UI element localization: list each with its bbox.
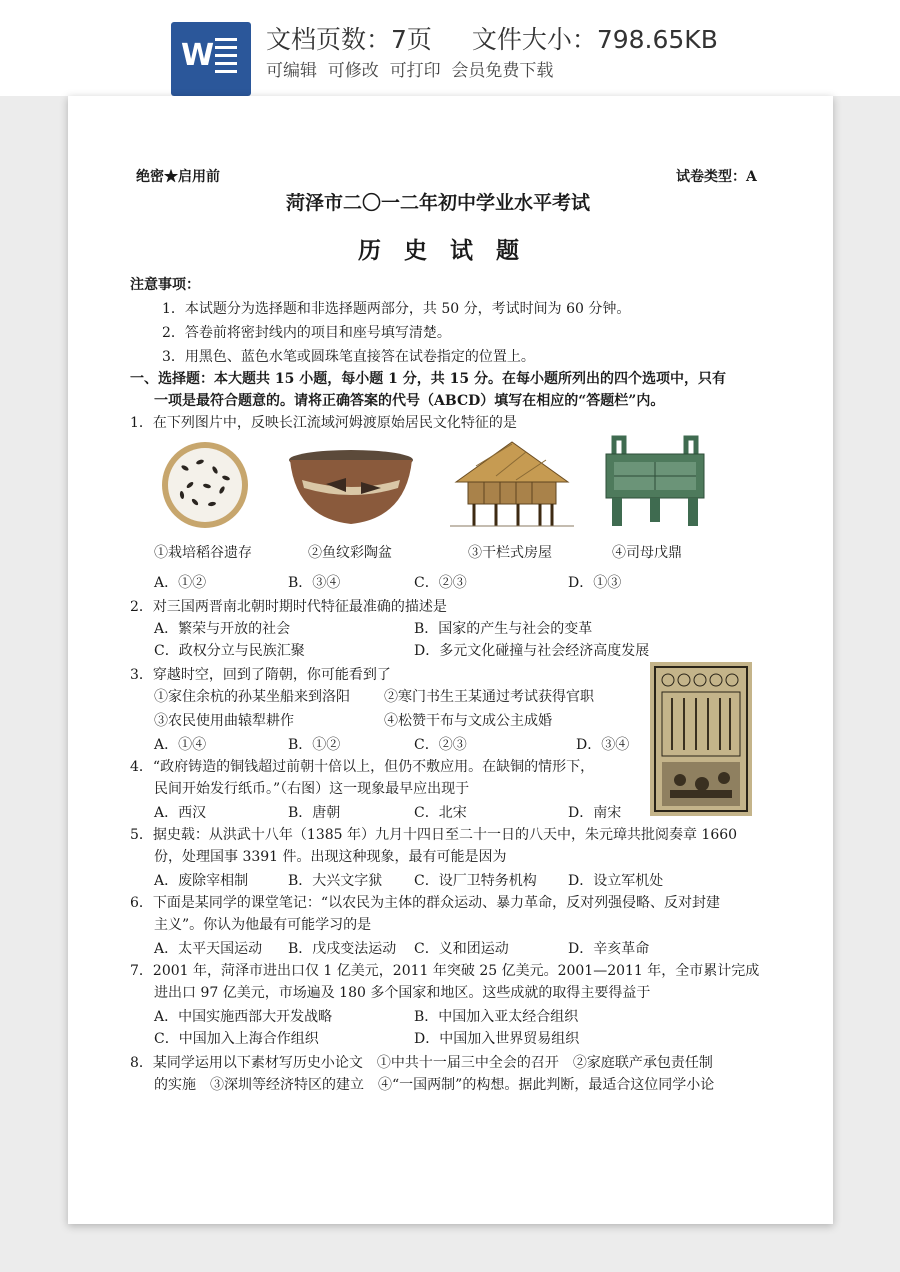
- notice-item: 2．答卷前将密封线内的项目和座号填写清楚。: [162, 325, 451, 341]
- option-a: A．①④: [154, 737, 207, 753]
- question-1-stem: 1．在下列图片中，反映长江流域河姆渡原始居民文化特征的是: [130, 415, 517, 431]
- option-b: B．戊戌变法运动: [288, 941, 397, 957]
- question-4-line1: 4．“政府铸造的铜钱超过前朝十倍以上，但仍不敷应用。在缺铜的情形下，: [130, 759, 595, 775]
- option-d: D．多元文化碰撞与社会经济高度发展: [414, 643, 650, 659]
- figure-caption-3: ③干栏式房屋: [468, 545, 552, 561]
- question-5-line2: 份，处理国事 3391 件。出现这种现象，最有可能是因为: [154, 849, 507, 865]
- option-c: C．②③: [414, 575, 467, 591]
- question-7-line1: 7．2001 年，菏泽市进出口仅 1 亿美元，2011 年突破 25 亿美元。2001—2011 年，全市累计完成: [130, 963, 760, 979]
- download-banner: [0, 0, 900, 96]
- option-d: D．设立军机处: [568, 873, 664, 889]
- notice-heading: 注意事项：: [130, 277, 200, 293]
- question-7-line2: 进出口 97 亿美元，市场遍及 180 多个国家和地区。这些成就的取得主要得益于: [154, 985, 651, 1001]
- option-c: C．②③: [414, 737, 467, 753]
- section-instruction-cont: 一项是最符合题意的。请将正确答案的代号（ABCD）填写在相应的“答题栏”内。: [154, 393, 665, 409]
- rice-grains-image: [160, 440, 250, 530]
- word-document-icon: W: [171, 22, 251, 96]
- option-d: D．辛亥革命: [568, 941, 650, 957]
- stilt-house-image: [446, 436, 578, 530]
- question-6-line1: 6．下面是某同学的课堂笔记：“以农民为主体的群众运动、暴力革命，反对列强侵略、反对封建: [130, 895, 721, 911]
- paper-money-image: [650, 662, 752, 816]
- secret-label: 绝密★启用前: [136, 169, 220, 185]
- figure-caption-2: ②鱼纹彩陶盆: [308, 545, 392, 561]
- option-a: A．西汉: [154, 805, 207, 821]
- notice-item: 1．本试题分为选择题和非选择题两部分，共 50 分，考试时间为 60 分钟。: [162, 301, 631, 317]
- option-a: A．繁荣与开放的社会: [154, 621, 291, 637]
- bronze-ding-image: [600, 434, 710, 530]
- option-b: B．①②: [288, 737, 341, 753]
- figure-caption-4: ④司母戊鼎: [612, 545, 682, 561]
- file-size: 文件大小：798.65KB: [471, 25, 718, 54]
- option-a: A．废除宰相制: [154, 873, 249, 889]
- statement-2: ②寒门书生王某通过考试获得官职: [384, 689, 594, 705]
- paper-type: 试卷类型：A: [676, 169, 757, 185]
- question-5-line1: 5．据史载：从洪武十八年（1385 年）九月十四日至二十一日的八天中，朱元璋共批阅奏章 1660: [130, 827, 738, 843]
- subject-title: 历 史 试 题: [358, 237, 519, 264]
- option-a: A．太平天国运动: [154, 941, 263, 957]
- statement-3: ③农民使用曲辕犁耕作: [154, 713, 294, 729]
- option-d: D．③④: [576, 737, 630, 753]
- option-c: C．中国加入上海合作组织: [154, 1031, 319, 1047]
- question-8-line2: 的实施 ③深圳等经济特区的建立 ④“一国两制”的构想。据此判断，最适合这位同学小论: [154, 1077, 715, 1093]
- option-b: B．大兴文字狱: [288, 873, 383, 889]
- file-info: [266, 20, 718, 56]
- question-2-stem: 2．对三国两晋南北朝时期时代特征最准确的描述是: [130, 599, 447, 615]
- option-b: B．国家的产生与社会的变革: [414, 621, 593, 637]
- option-c: C．义和团运动: [414, 941, 509, 957]
- question-4-line2: 民间开始发行纸币。”（右图）这一现象最早应出现于: [154, 781, 470, 797]
- question-3-stem: 3．穿越时空，回到了隋朝，你可能看到了: [130, 667, 391, 683]
- option-b: B．③④: [288, 575, 341, 591]
- figure-caption-1: ①栽培稻谷遗存: [154, 545, 252, 561]
- painted-pottery-basin-image: [286, 448, 416, 528]
- exam-title: 菏泽市二〇一二年初中学业水平考试: [286, 192, 591, 214]
- option-c: C．北宋: [414, 805, 467, 821]
- option-b: B．唐朝: [288, 805, 341, 821]
- question-6-line2: 主义”。你认为他最有可能学习的是: [154, 917, 372, 933]
- option-a: A．中国实施西部大开发战略: [154, 1009, 333, 1025]
- statement-4: ④松赞干布与文成公主成婚: [384, 713, 552, 729]
- option-b: B．中国加入亚太经合组织: [414, 1009, 579, 1025]
- option-d: D．南宋: [568, 805, 622, 821]
- notice-item: 3．用黑色、蓝色水笔或圆珠笔直接答在试卷指定的位置上。: [162, 349, 535, 365]
- option-c: C．政权分立与民族汇聚: [154, 643, 305, 659]
- option-d: D．中国加入世界贸易组织: [414, 1031, 580, 1047]
- exam-page: [68, 96, 833, 1224]
- question-8-line1: 8．某同学运用以下素材写历史小论文 ①中共十一届三中全会的召开 ②家庭联产承包责任制: [130, 1055, 713, 1071]
- feature-list: 可编辑 可修改 可打印 会员免费下载: [266, 61, 554, 81]
- section-instruction: 一、选择题：本大题共 15 小题，每小题 1 分，共 15 分。在每小题所列出的四个选项中，只有: [130, 371, 726, 387]
- page-count: 文档页数：7页: [266, 25, 432, 54]
- option-a: A．①②: [154, 575, 207, 591]
- statement-1: ①家住余杭的孙某坐船来到洛阳: [154, 689, 350, 705]
- option-d: D．①③: [568, 575, 622, 591]
- option-c: C．设厂卫特务机构: [414, 873, 537, 889]
